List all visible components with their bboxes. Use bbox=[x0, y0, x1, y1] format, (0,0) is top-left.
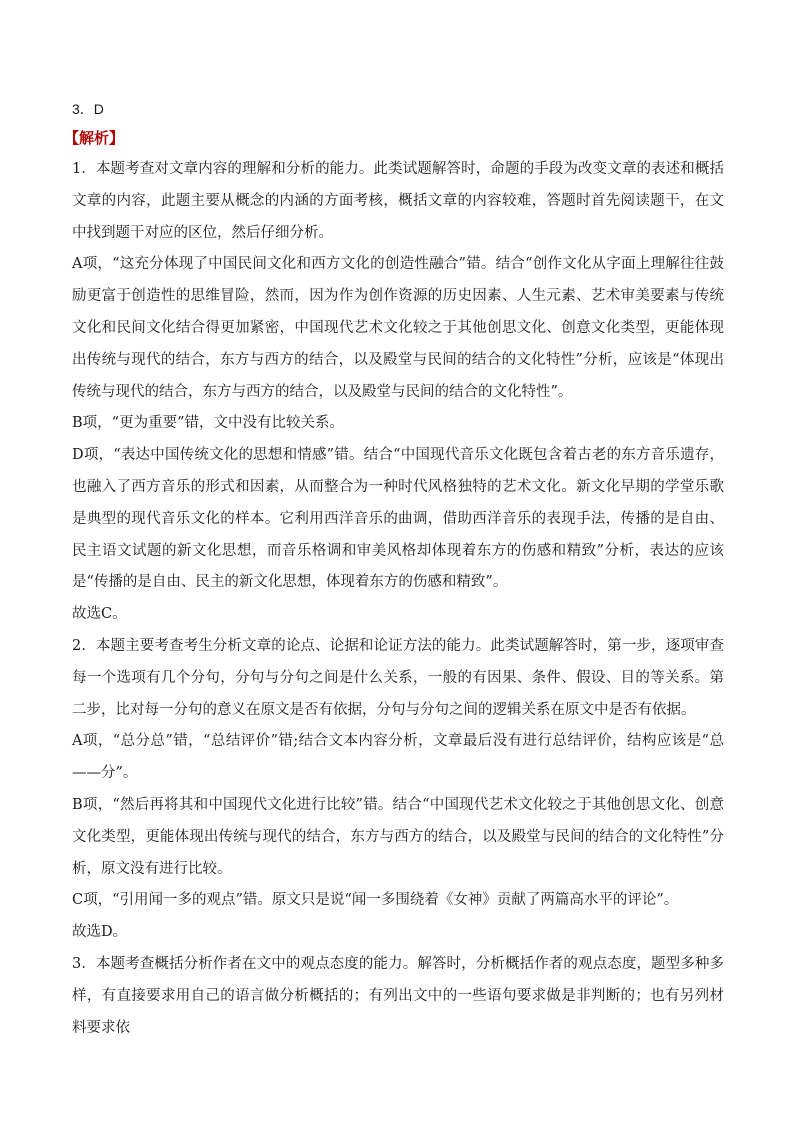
paragraph-q1-option-d: D项，“表达中国传统文化的思想和情感”错。结合“中国现代音乐文化既包含着古老的东方音乐遗存，也融入了西方音乐的形式和因素，从而整合为一种时代风格独特的艺术文化。新文化早期的学堂乐歌是典型的现代音乐文化的样本。它利用西洋音乐的曲调，借助西洋音乐的表现手法，传播的是自由、民主语文试题的新文化思想，而音乐格调和审美风格却体现着东方的伤感和精致”分析，表达的应该是“传播的是自由、民主的新文化思想，体现着东方的伤感和精致”。 bbox=[72, 447, 724, 591]
paragraph-q2-option-c: C项，“引用闻一多的观点”错。原文只是说“闻一多围绕着《女神》贡献了两篇高水平的评论”。 bbox=[72, 892, 679, 909]
paragraph-q2-option-b: B项，“然后再将其和中国现代文化进行比较”错。结合“中国现代艺术文化较之于其他创思文化、创意文化类型，更能体现出传统与现代的结合，东方与西方的结合，以及殿堂与民间的结合的文化特性”分析，原文没有进行比较。 bbox=[72, 796, 724, 877]
paragraph-q1-intro: 1．本题考查对文章内容的理解和分析的能力。此类试题解答时，命题的手段为改变文章的表述和概括文章的内容，此题主要从概念的内涵的方面考核，概括文章的内容较难，答题时首先阅读题干，在文中找到题干对应的区位，然后仔细分析。 bbox=[72, 161, 724, 241]
paragraph-q2-conclusion: 故选D。 bbox=[72, 924, 128, 941]
analysis-heading: 【解析】 bbox=[64, 129, 125, 147]
paragraph-q1-option-b: B项，“更为重要”错，文中没有比较关系。 bbox=[72, 415, 344, 432]
paragraph-q2-option-a: A项，“总分总”错，“总结评价”错;结合文本内容分析，文章最后没有进行总结评价，结构应该是“总——分”。 bbox=[72, 733, 724, 782]
paragraph-q2-intro: 2．本题主要考查考生分析文章的论点、论据和论证方法的能力。此类试题解答时，第一步，逐项审查每一个选项有几个分句，分句与分句之间是什么关系，一般的有因果、条件、假设、目的等关系。第二步，比对每一分句的意义在原文是否有依据，分句与分句之间的逻辑关系在原文中是否有依据。 bbox=[72, 637, 724, 718]
paragraph-q3-intro: 3．本题考查概括分析作者在文中的观点态度的能力。解答时，分析概括作者的观点态度，题型多种多样，有直接要求用自己的语言做分析概括的；有列出文中的一些语句要求做是非判断的；也有另列材料要求依 bbox=[72, 955, 724, 1036]
answer-line: 3．D bbox=[72, 101, 104, 117]
paragraph-q1-conclusion: 故选C。 bbox=[72, 606, 127, 623]
document-page bbox=[64, 98, 724, 1044]
paragraph-q1-option-a: A项，“这充分体现了中国民间文化和西方文化的创造性融合”错。结合“创作文化从字面上理解往往鼓励更富于创造性的思维冒险，然而，因为作为创作资源的历史因素、人生元素、艺术审美要素与传统文化和民间文化结合得更加紧密，中国现代艺术文化较之于其他创思文化、创意文化类型，更能体现出传统与现代的结合，东方与西方的结合，以及殿堂与民间的结合的文化特性”分析，应该是“体现出传统与现代的结合，东方与西方的结合，以及殿堂与民间的结合的文化特性”。 bbox=[72, 256, 724, 400]
